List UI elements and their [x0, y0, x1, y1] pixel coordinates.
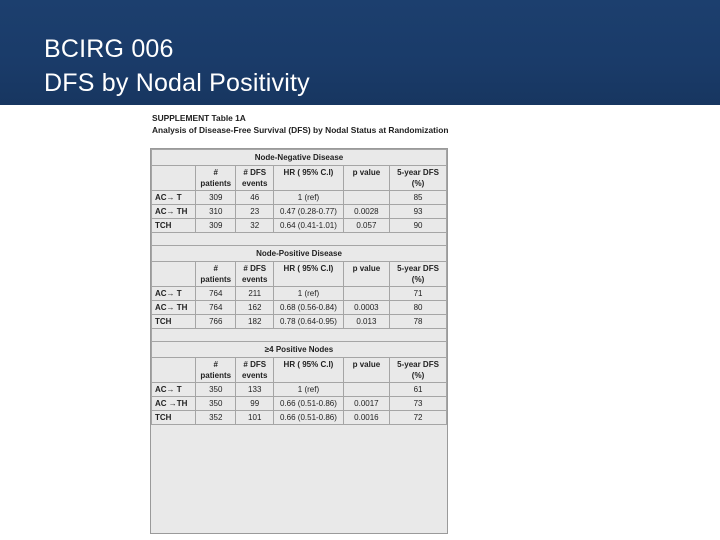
header-blank-cell	[152, 262, 196, 287]
patients-cell: 764	[196, 301, 236, 315]
hr-cell: 1 (ref)	[274, 191, 344, 205]
events-cell: 32	[236, 219, 274, 233]
arm-cell: TCH	[152, 219, 196, 233]
patients-cell: 764	[196, 287, 236, 301]
p-cell: 0.0016	[343, 411, 389, 425]
arm-cell: AC→ TH	[152, 205, 196, 219]
column-header-dfs5: 5-year DFS (%)	[390, 166, 447, 191]
column-header-events: # DFS events	[236, 358, 274, 383]
slide-title	[44, 32, 310, 100]
table-row	[152, 205, 447, 219]
column-header-patients: # patients	[196, 166, 236, 191]
dfs5-cell: 85	[390, 191, 447, 205]
p-cell	[343, 287, 389, 301]
dfs5-cell: 78	[390, 315, 447, 329]
dfs5-cell: 93	[390, 205, 447, 219]
p-cell: 0.013	[343, 315, 389, 329]
dfs5-cell: 71	[390, 287, 447, 301]
hr-cell: 0.47 (0.28-0.77)	[274, 205, 344, 219]
section-spacer	[152, 233, 447, 246]
events-cell: 211	[236, 287, 274, 301]
spacer-cell	[152, 329, 447, 342]
dfs5-cell: 73	[390, 397, 447, 411]
column-header-patients: # patients	[196, 358, 236, 383]
section-title-row	[152, 150, 447, 166]
table-row	[152, 287, 447, 301]
section-title: Node-Positive Disease	[152, 246, 447, 262]
column-header-patients: # patients	[196, 262, 236, 287]
events-cell: 46	[236, 191, 274, 205]
hr-cell: 0.66 (0.51-0.86)	[274, 397, 344, 411]
slide-title-line-1: BCIRG 006	[44, 35, 174, 63]
table-caption	[152, 112, 448, 136]
header-blank-cell	[152, 166, 196, 191]
p-cell	[343, 383, 389, 397]
column-header-events: # DFS events	[236, 166, 274, 191]
events-cell: 182	[236, 315, 274, 329]
hr-cell: 0.64 (0.41-1.01)	[274, 219, 344, 233]
events-cell: 99	[236, 397, 274, 411]
dfs5-cell: 90	[390, 219, 447, 233]
p-cell: 0.057	[343, 219, 389, 233]
events-cell: 101	[236, 411, 274, 425]
column-header-row	[152, 262, 447, 287]
arm-cell: TCH	[152, 315, 196, 329]
table-row	[152, 383, 447, 397]
hr-cell: 0.68 (0.56-0.84)	[274, 301, 344, 315]
patients-cell: 310	[196, 205, 236, 219]
hr-cell: 0.78 (0.64-0.95)	[274, 315, 344, 329]
column-header-p: p value	[343, 358, 389, 383]
patients-cell: 309	[196, 191, 236, 205]
column-header-row	[152, 166, 447, 191]
column-header-hr: HR ( 95% C.I)	[274, 358, 344, 383]
column-header-row	[152, 358, 447, 383]
table-row	[152, 191, 447, 205]
slide-title-line-2: DFS by Nodal Positivity	[44, 69, 310, 97]
arm-cell: AC →TH	[152, 397, 196, 411]
column-header-hr: HR ( 95% C.I)	[274, 262, 344, 287]
dfs5-cell: 61	[390, 383, 447, 397]
table-caption-line-2: Analysis of Disease-Free Survival (DFS) by Nodal Status at Randomization	[152, 125, 449, 135]
table-row	[152, 315, 447, 329]
arm-cell: AC→ T	[152, 191, 196, 205]
dfs5-cell: 72	[390, 411, 447, 425]
p-cell: 0.0028	[343, 205, 389, 219]
patients-cell: 350	[196, 397, 236, 411]
patients-cell: 309	[196, 219, 236, 233]
section-title: ≥4 Positive Nodes	[152, 342, 447, 358]
dfs-table-image	[150, 148, 448, 534]
column-header-dfs5: 5-year DFS (%)	[390, 262, 447, 287]
column-header-hr: HR ( 95% C.I)	[274, 166, 344, 191]
arm-cell: TCH	[152, 411, 196, 425]
arm-cell: AC→ T	[152, 287, 196, 301]
p-cell: 0.0003	[343, 301, 389, 315]
hr-cell: 1 (ref)	[274, 383, 344, 397]
column-header-events: # DFS events	[236, 262, 274, 287]
dfs5-cell: 80	[390, 301, 447, 315]
column-header-dfs5: 5-year DFS (%)	[390, 358, 447, 383]
patients-cell: 766	[196, 315, 236, 329]
table-row	[152, 301, 447, 315]
dfs-table	[151, 149, 447, 425]
p-cell	[343, 191, 389, 205]
column-header-p: p value	[343, 166, 389, 191]
hr-cell: 1 (ref)	[274, 287, 344, 301]
section-title-row	[152, 246, 447, 262]
p-cell: 0.0017	[343, 397, 389, 411]
table-row	[152, 397, 447, 411]
column-header-p: p value	[343, 262, 389, 287]
header-blank-cell	[152, 358, 196, 383]
table-row	[152, 411, 447, 425]
arm-cell: AC→ T	[152, 383, 196, 397]
patients-cell: 350	[196, 383, 236, 397]
patients-cell: 352	[196, 411, 236, 425]
table-caption-line-1: SUPPLEMENT Table 1A	[152, 113, 246, 123]
section-title-row	[152, 342, 447, 358]
events-cell: 133	[236, 383, 274, 397]
section-title: Node-Negative Disease	[152, 150, 447, 166]
section-spacer	[152, 329, 447, 342]
events-cell: 23	[236, 205, 274, 219]
hr-cell: 0.66 (0.51-0.86)	[274, 411, 344, 425]
spacer-cell	[152, 233, 447, 246]
table-row	[152, 219, 447, 233]
events-cell: 162	[236, 301, 274, 315]
arm-cell: AC→ TH	[152, 301, 196, 315]
